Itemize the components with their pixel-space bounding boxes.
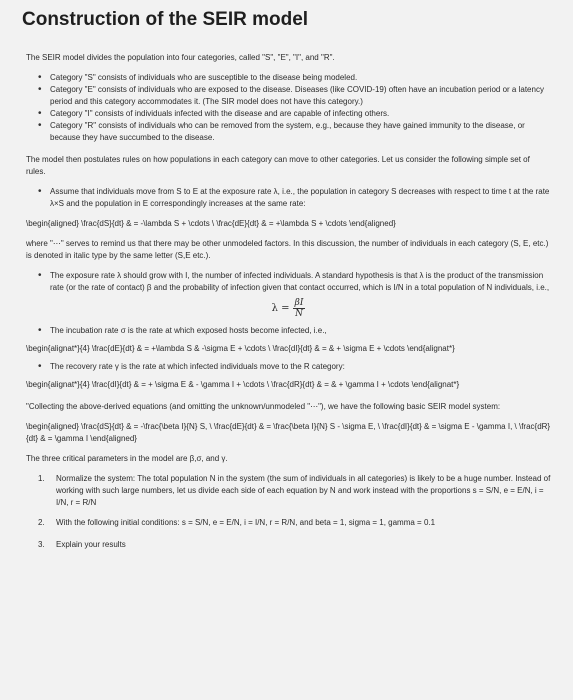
latex-block-4: \begin{aligned} \frac{dS}{dt} & = -\frac{\beta I}{N} S, \ \frac{dE}{dt} & = \frac{\beta I}{N} S - \sigma E, \ \frac{dI}{dt} & = \sigma E - \gamma I, \ \frac{dR}{dt} & = \gamma I \end{aligned} xyxy=(26,422,551,443)
task-item xyxy=(26,473,551,509)
formula-denominator: N xyxy=(295,309,303,319)
lambda-formula xyxy=(26,298,551,319)
latex-block-1: \begin{aligned} \frac{dS}{dt} & = -\lambda S + \cdots \ \frac{dE}{dt} & = +\lambda S + \cdots \end{aligned} xyxy=(26,219,396,228)
formula-numerator: βI xyxy=(294,298,304,308)
category-list xyxy=(26,72,551,144)
latex-block-2: \begin{alignat*}{4} \frac{dE}{dt} & = +\lambda S & -\sigma E + \cdots \ \frac{dI}{dt} & = & + \sigma E + \cdots \end{alignat*} xyxy=(26,344,455,353)
formula-lhs: λ = xyxy=(271,303,290,314)
category-i-item: • Category "I" consists of individuals infected with the disease and are capable of infecting others. xyxy=(26,108,551,120)
params-paragraph: The three critical parameters in the model are β,σ, and γ. xyxy=(26,454,228,463)
task-number: 3. xyxy=(38,540,45,549)
task-list xyxy=(26,473,551,551)
latex-block-3: \begin{alignat*}{4} \frac{dI}{dt} & = + \sigma E & - \gamma I + \cdots \ \frac{dR}{dt} & = & + \gamma I + \cdots \end{alignat*} xyxy=(26,380,460,389)
task-number: 1. xyxy=(38,474,45,483)
formula-fraction xyxy=(293,298,306,319)
rule-exposure-item: • Assume that individuals move from S to E at the exposure rate λ, i.e., the population in category S decreases with respect to time t at the rate λ×S and the population in E correspondingly increases at the same rate: xyxy=(26,186,551,210)
intro-paragraph: The SEIR model divides the population into four categories, called "S", "E", "I", and "R". xyxy=(26,53,335,62)
page-title: Construction of the SEIR model xyxy=(22,9,309,30)
collecting-paragraph: "Collecting the above-derived equations (and omitting the unknown/unmodeled "⋯"), we have the following basic SEIR model system: xyxy=(26,402,501,411)
rule-list-3 xyxy=(26,325,551,337)
task-item xyxy=(26,539,551,551)
rule-list-4 xyxy=(26,361,551,373)
rule-incubation-item: • The incubation rate σ is the rate at which exposed hosts become infected, i.e., xyxy=(26,325,551,337)
category-e-item: • Category "E" consists of individuals who are exposed to the disease. Diseases (like COVID-19) often have an incubation period or a latency period and this category accommodates it. (The SIR model does not have this category.) xyxy=(26,84,551,108)
rule-lambda-item: • The exposure rate λ should grow with I, the number of infected individuals. A standard hypothesis is that λ is the product of the transmission rate (or the rate of contact) β and the probability of infection given that contact occurred, which is I/N in a total population of N individuals, i.e., xyxy=(26,270,551,294)
task-text: Explain your results xyxy=(56,540,126,549)
rules-intro-paragraph: The model then postulates rules on how populations in each category can move to other categories. Let us consider the following simple set of rules. xyxy=(26,155,530,176)
category-r-item: • Category "R" consists of individuals who can be removed from the system, e.g., because they have gained immunity to the disease, or because they have succumbed to the disease. xyxy=(26,120,551,144)
rule-list-1 xyxy=(26,186,551,210)
task-number: 2. xyxy=(38,518,45,527)
task-text: With the following initial conditions: s = S/N, e = E/N, i = I/N, r = R/N, and beta = 1, sigma = 1, gamma = 0.1 xyxy=(56,518,436,527)
rule-list-2 xyxy=(26,270,551,294)
task-text: Normalize the system: The total population N in the system (the sum of individuals in all categories) is likely to be a huge number. Instead of working with such large numbers, let us divide each side of each equation by N and work instead with the proportions s = S/N, e = E/N, i = I/N, r = R/N xyxy=(56,474,551,507)
category-s-item: • Category "S" consists of individuals who are susceptible to the disease being modeled. xyxy=(26,72,551,84)
task-item xyxy=(26,517,551,529)
where-paragraph: where "⋯" serves to remind us that there may be other unmodeled factors. In this discussion, the number of individuals in each category (S, E, etc.) is denoted in italic type by the same letter (S,E etc.). xyxy=(26,239,549,260)
rule-recovery-item: • The recovery rate γ is the rate at which infected individuals move to the R category: xyxy=(26,361,551,373)
